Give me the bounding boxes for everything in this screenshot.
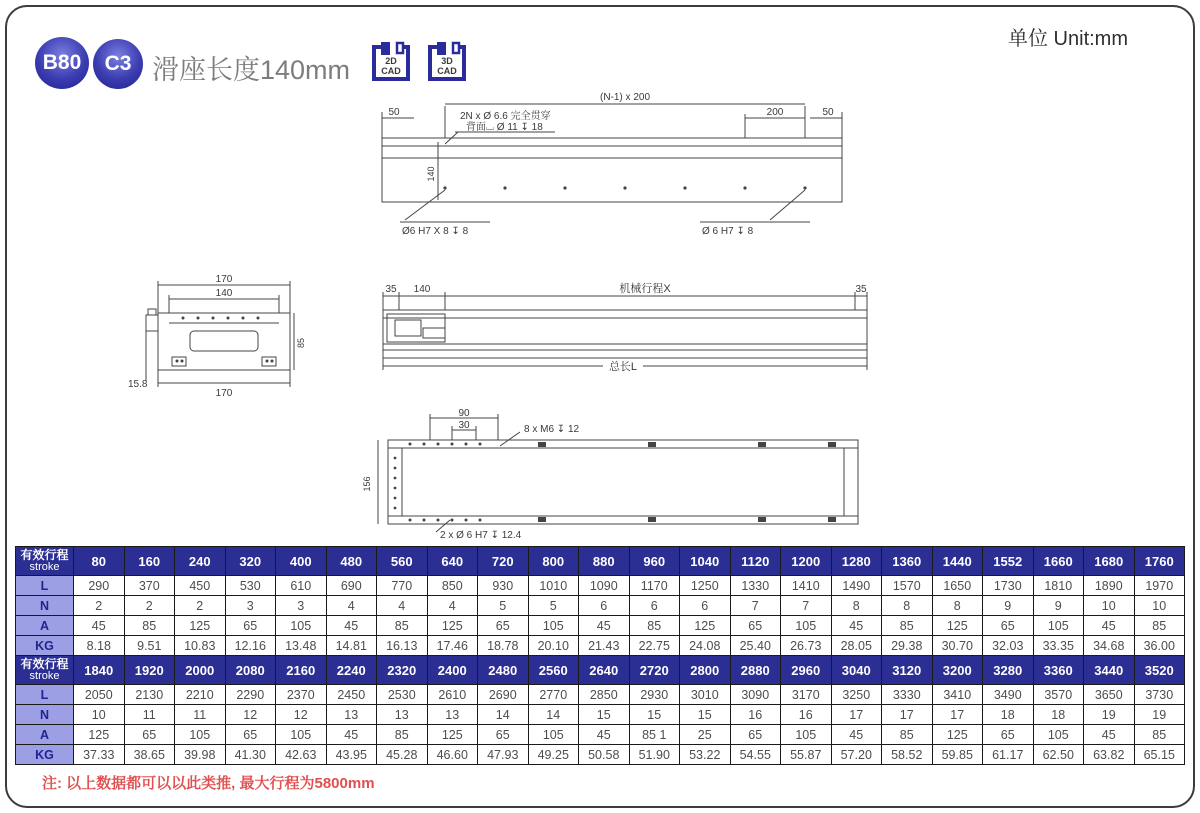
value-cell: 12: [225, 705, 276, 725]
value-cell: 24.08: [680, 636, 731, 656]
value-cell: 45: [831, 725, 882, 745]
value-cell: 85: [629, 616, 680, 636]
dim-140-vertical-label: 140: [426, 166, 436, 182]
stroke-header-cell: 2640: [579, 656, 630, 685]
value-cell: 105: [781, 725, 832, 745]
value-cell: 45: [831, 616, 882, 636]
dim-170-bottom-label: 170: [215, 388, 233, 399]
value-cell: 13: [377, 705, 428, 725]
value-cell: 1330: [730, 576, 781, 596]
value-cell: 1650: [932, 576, 983, 596]
value-cell: 25: [680, 725, 731, 745]
value-cell: 105: [528, 725, 579, 745]
value-cell: 125: [427, 725, 478, 745]
value-cell: 105: [528, 616, 579, 636]
value-cell: 2: [175, 596, 226, 616]
value-cell: 105: [781, 616, 832, 636]
m6-holes-label: 8 x M6 ↧ 12: [524, 424, 580, 435]
value-cell: 65: [983, 725, 1034, 745]
stroke-label-en: stroke: [29, 669, 60, 682]
cad-3d-icon[interactable]: [424, 38, 470, 86]
value-cell: 22.75: [629, 636, 680, 656]
value-cell: 3: [225, 596, 276, 616]
dim-90-label: 90: [458, 408, 470, 419]
value-cell: 50.58: [579, 745, 630, 765]
value-cell: 4: [377, 596, 428, 616]
stroke-header-cell: 960: [629, 547, 680, 576]
value-cell: 61.17: [983, 745, 1034, 765]
stroke-header-cell: 2800: [680, 656, 731, 685]
stroke-header-cell: 1660: [1033, 547, 1084, 576]
value-cell: 85: [1134, 616, 1185, 636]
hole-note-line1: 2N x Ø 6.6 完全贯穿: [460, 111, 551, 122]
value-cell: 105: [1033, 725, 1084, 745]
value-cell: 14.81: [326, 636, 377, 656]
value-cell: 19: [1084, 705, 1135, 725]
stroke-header-cell: 720: [478, 547, 529, 576]
value-cell: 105: [1033, 616, 1084, 636]
value-cell: 10: [1084, 596, 1135, 616]
dim-156-label: 156: [362, 476, 372, 492]
value-cell: 85: [882, 725, 933, 745]
row-n-1: [16, 596, 1185, 616]
row-label-a: A: [16, 725, 74, 745]
stroke-header-cell: 1360: [882, 547, 933, 576]
variant-badge-c3: C3: [93, 39, 143, 89]
row-kg-2: [16, 745, 1185, 765]
value-cell: 51.90: [629, 745, 680, 765]
value-cell: 125: [74, 725, 125, 745]
row-label-l: L: [16, 576, 74, 596]
value-cell: 2770: [528, 685, 579, 705]
row-label-n: N: [16, 596, 74, 616]
value-cell: 46.60: [427, 745, 478, 765]
value-cell: 6: [629, 596, 680, 616]
stroke-header-cell: 2880: [730, 656, 781, 685]
value-cell: 125: [175, 616, 226, 636]
value-cell: 125: [680, 616, 731, 636]
stroke-label-zh: 有效行程: [20, 547, 69, 562]
cad-3d-line1: 3D: [441, 56, 453, 66]
cad-2d-line2: CAD: [381, 66, 401, 76]
value-cell: 42.63: [276, 745, 327, 765]
value-cell: 4: [326, 596, 377, 616]
value-cell: 1730: [983, 576, 1034, 596]
value-cell: 45: [74, 616, 125, 636]
value-cell: 3090: [730, 685, 781, 705]
row-label-l: L: [16, 685, 74, 705]
row-kg-1: [16, 636, 1185, 656]
value-cell: 17.46: [427, 636, 478, 656]
value-cell: 10: [1134, 596, 1185, 616]
value-cell: 54.55: [730, 745, 781, 765]
value-cell: 1570: [882, 576, 933, 596]
stroke-header-cell: 1200: [781, 547, 832, 576]
value-cell: 18.78: [478, 636, 529, 656]
value-cell: 3650: [1084, 685, 1135, 705]
value-cell: 8.18: [74, 636, 125, 656]
stroke-header-cell: 2560: [528, 656, 579, 685]
value-cell: 65: [478, 616, 529, 636]
stroke-header-cell: 800: [528, 547, 579, 576]
cross-section-drawing: [128, 273, 313, 401]
value-cell: 3170: [781, 685, 832, 705]
stroke-header-label-1: [16, 547, 74, 576]
stroke-header-cell: 1280: [831, 547, 882, 576]
value-cell: 4: [427, 596, 478, 616]
value-cell: 5: [528, 596, 579, 616]
front-view-drawing: [370, 88, 855, 238]
value-cell: 2690: [478, 685, 529, 705]
stroke-header-cell: 560: [377, 547, 428, 576]
value-cell: 65.15: [1134, 745, 1185, 765]
stroke-header-row-1: [16, 547, 1185, 576]
row-l-1: [16, 576, 1185, 596]
value-cell: 15: [579, 705, 630, 725]
value-cell: 3250: [831, 685, 882, 705]
value-cell: 85: [377, 616, 428, 636]
value-cell: 2: [124, 596, 175, 616]
value-cell: 15: [629, 705, 680, 725]
value-cell: 2210: [175, 685, 226, 705]
dim-170-top-label: 170: [215, 274, 233, 285]
value-cell: 20.10: [528, 636, 579, 656]
value-cell: 85: [882, 616, 933, 636]
value-cell: 65: [730, 725, 781, 745]
value-cell: 17: [932, 705, 983, 725]
value-cell: 65: [124, 725, 175, 745]
stroke-header-cell: 3040: [831, 656, 882, 685]
value-cell: 8: [932, 596, 983, 616]
value-cell: 65: [225, 616, 276, 636]
stroke-header-cell: 480: [326, 547, 377, 576]
value-cell: 65: [225, 725, 276, 745]
value-cell: 85: [1134, 725, 1185, 745]
stroke-header-cell: 1680: [1084, 547, 1135, 576]
value-cell: 930: [478, 576, 529, 596]
value-cell: 17: [831, 705, 882, 725]
unit-label: 单位 Unit:mm: [1008, 28, 1128, 50]
cad-2d-icon[interactable]: [368, 38, 414, 86]
value-cell: 58.52: [882, 745, 933, 765]
stroke-label-zh: 有效行程: [20, 656, 69, 671]
value-cell: 49.25: [528, 745, 579, 765]
value-cell: 3330: [882, 685, 933, 705]
dim-35-right-label: 35: [855, 284, 867, 295]
value-cell: 3010: [680, 685, 731, 705]
value-cell: 1170: [629, 576, 680, 596]
value-cell: 2610: [427, 685, 478, 705]
value-cell: 14: [528, 705, 579, 725]
value-cell: 3570: [1033, 685, 1084, 705]
stroke-header-cell: 400: [276, 547, 327, 576]
total-length-label: 总长L: [608, 361, 638, 373]
value-cell: 19: [1134, 705, 1185, 725]
value-cell: 1010: [528, 576, 579, 596]
hole-left-label: Ø6 H7 X 8 ↧ 8: [402, 226, 469, 237]
value-cell: 12: [276, 705, 327, 725]
dim-50-right-label: 50: [822, 107, 834, 118]
value-cell: 45: [326, 616, 377, 636]
value-cell: 6: [680, 596, 731, 616]
value-cell: 63.82: [1084, 745, 1135, 765]
value-cell: 29.38: [882, 636, 933, 656]
stroke-header-cell: 1552: [983, 547, 1034, 576]
value-cell: 45: [1084, 725, 1135, 745]
stroke-header-cell: 320: [225, 547, 276, 576]
row-a-2: [16, 725, 1185, 745]
dim-35-left-label: 35: [385, 284, 397, 295]
value-cell: 7: [781, 596, 832, 616]
value-cell: 13: [427, 705, 478, 725]
row-l-2: [16, 685, 1185, 705]
value-cell: 39.98: [175, 745, 226, 765]
value-cell: 3730: [1134, 685, 1185, 705]
value-cell: 9: [1033, 596, 1084, 616]
value-cell: 26.73: [781, 636, 832, 656]
value-cell: 45: [579, 616, 630, 636]
value-cell: 30.70: [932, 636, 983, 656]
stroke-header-cell: 1040: [680, 547, 731, 576]
stroke-header-cell: 2000: [175, 656, 226, 685]
value-cell: 36.00: [1134, 636, 1185, 656]
value-cell: 2: [74, 596, 125, 616]
value-cell: 13: [326, 705, 377, 725]
top-view-drawing: [358, 408, 870, 540]
stroke-header-cell: 3280: [983, 656, 1034, 685]
value-cell: 6: [579, 596, 630, 616]
value-cell: 14: [478, 705, 529, 725]
value-cell: 8: [882, 596, 933, 616]
value-cell: 1970: [1134, 576, 1185, 596]
value-cell: 34.68: [1084, 636, 1135, 656]
stroke-header-label-2: [16, 656, 74, 685]
value-cell: 16: [781, 705, 832, 725]
row-label-kg: KG: [16, 636, 74, 656]
value-cell: 370: [124, 576, 175, 596]
dim-200-label: 200: [766, 107, 784, 118]
value-cell: 8: [831, 596, 882, 616]
value-cell: 12.16: [225, 636, 276, 656]
stroke-header-cell: 2160: [276, 656, 327, 685]
mechanical-stroke-label: 机械行程X: [619, 283, 671, 295]
value-cell: 9: [983, 596, 1034, 616]
value-cell: 2290: [225, 685, 276, 705]
value-cell: 43.95: [326, 745, 377, 765]
value-cell: 85 1: [629, 725, 680, 745]
value-cell: 105: [276, 725, 327, 745]
dim-140-slider-label: 140: [413, 284, 431, 295]
value-cell: 15: [680, 705, 731, 725]
stroke-header-cell: 640: [427, 547, 478, 576]
value-cell: 11: [124, 705, 175, 725]
value-cell: 3: [276, 596, 327, 616]
value-cell: 45: [326, 725, 377, 745]
value-cell: 33.35: [1033, 636, 1084, 656]
cad-2d-line1: 2D: [385, 56, 397, 66]
dim-pitch-label: (N-1) x 200: [599, 92, 651, 103]
value-cell: 17: [882, 705, 933, 725]
value-cell: 2530: [377, 685, 428, 705]
value-cell: 38.65: [124, 745, 175, 765]
value-cell: 53.22: [680, 745, 731, 765]
stroke-header-cell: 2080: [225, 656, 276, 685]
hole-note-line2: 背面⌴ Ø 11 ↧ 18: [466, 122, 543, 133]
row-n-2: [16, 705, 1185, 725]
value-cell: 690: [326, 576, 377, 596]
dim-15-8-label: 15.8: [128, 379, 148, 390]
stroke-header-cell: 2240: [326, 656, 377, 685]
footer-note: 注: 以上数据都可以以此类推, 最大行程为5800mm: [42, 775, 375, 792]
stroke-header-cell: 880: [579, 547, 630, 576]
value-cell: 45: [579, 725, 630, 745]
stroke-header-cell: 2320: [377, 656, 428, 685]
value-cell: 2370: [276, 685, 327, 705]
value-cell: 65: [730, 616, 781, 636]
value-cell: 450: [175, 576, 226, 596]
spec-table: [15, 546, 1185, 765]
value-cell: 125: [932, 616, 983, 636]
value-cell: 65: [478, 725, 529, 745]
value-cell: 10.83: [175, 636, 226, 656]
stroke-header-cell: 3360: [1033, 656, 1084, 685]
value-cell: 105: [276, 616, 327, 636]
stroke-header-cell: 80: [74, 547, 125, 576]
stroke-label-en: stroke: [29, 560, 60, 573]
value-cell: 125: [932, 725, 983, 745]
value-cell: 850: [427, 576, 478, 596]
stroke-header-cell: 1120: [730, 547, 781, 576]
value-cell: 62.50: [1033, 745, 1084, 765]
value-cell: 290: [74, 576, 125, 596]
value-cell: 41.30: [225, 745, 276, 765]
stroke-header-cell: 3440: [1084, 656, 1135, 685]
dim-140-label: 140: [215, 288, 233, 299]
value-cell: 85: [377, 725, 428, 745]
value-cell: 1490: [831, 576, 882, 596]
stroke-header-cell: 2480: [478, 656, 529, 685]
stroke-header-cell: 1920: [124, 656, 175, 685]
dim-50-left-label: 50: [388, 107, 400, 118]
value-cell: 65: [983, 616, 1034, 636]
dim-85-label: 85: [296, 337, 306, 349]
row-label-a: A: [16, 616, 74, 636]
value-cell: 9.51: [124, 636, 175, 656]
value-cell: 45: [1084, 616, 1135, 636]
value-cell: 2130: [124, 685, 175, 705]
value-cell: 2050: [74, 685, 125, 705]
value-cell: 1250: [680, 576, 731, 596]
stroke-header-cell: 1440: [932, 547, 983, 576]
value-cell: 45.28: [377, 745, 428, 765]
row-label-kg: KG: [16, 745, 74, 765]
model-badge-b80: B80: [35, 37, 89, 89]
value-cell: 1810: [1033, 576, 1084, 596]
stroke-header-cell: 3520: [1134, 656, 1185, 685]
dim-30-label: 30: [458, 420, 470, 431]
stroke-header-cell: 3200: [932, 656, 983, 685]
value-cell: 7: [730, 596, 781, 616]
value-cell: 18: [1033, 705, 1084, 725]
page-title: 滑座长度140mm: [152, 55, 351, 85]
value-cell: 18: [983, 705, 1034, 725]
stroke-header-row-2: [16, 656, 1185, 685]
value-cell: 1090: [579, 576, 630, 596]
value-cell: 47.93: [478, 745, 529, 765]
row-label-n: N: [16, 705, 74, 725]
value-cell: 1890: [1084, 576, 1135, 596]
value-cell: 2850: [579, 685, 630, 705]
row-a-1: [16, 616, 1185, 636]
value-cell: 5: [478, 596, 529, 616]
value-cell: 85: [124, 616, 175, 636]
value-cell: 125: [427, 616, 478, 636]
value-cell: 32.03: [983, 636, 1034, 656]
value-cell: 3490: [983, 685, 1034, 705]
hole-right-label: Ø 6 H7 ↧ 8: [702, 226, 754, 237]
value-cell: 16.13: [377, 636, 428, 656]
side-view-drawing: [375, 280, 870, 374]
value-cell: 25.40: [730, 636, 781, 656]
value-cell: 770: [377, 576, 428, 596]
stroke-header-cell: 160: [124, 547, 175, 576]
value-cell: 3410: [932, 685, 983, 705]
value-cell: 57.20: [831, 745, 882, 765]
stroke-header-cell: 240: [175, 547, 226, 576]
value-cell: 59.85: [932, 745, 983, 765]
value-cell: 37.33: [74, 745, 125, 765]
value-cell: 21.43: [579, 636, 630, 656]
value-cell: 55.87: [781, 745, 832, 765]
stroke-header-cell: 2720: [629, 656, 680, 685]
value-cell: 11: [175, 705, 226, 725]
value-cell: 13.48: [276, 636, 327, 656]
stroke-header-cell: 1840: [74, 656, 125, 685]
stroke-header-cell: 2400: [427, 656, 478, 685]
stroke-header-cell: 1760: [1134, 547, 1185, 576]
value-cell: 2450: [326, 685, 377, 705]
value-cell: 1410: [781, 576, 832, 596]
cad-3d-line2: CAD: [437, 66, 457, 76]
value-cell: 105: [175, 725, 226, 745]
stroke-header-cell: 2960: [781, 656, 832, 685]
value-cell: 2930: [629, 685, 680, 705]
value-cell: 610: [276, 576, 327, 596]
value-cell: 28.05: [831, 636, 882, 656]
value-cell: 16: [730, 705, 781, 725]
value-cell: 530: [225, 576, 276, 596]
pin-holes-label: 2 x Ø 6 H7 ↧ 12.4: [440, 530, 522, 540]
stroke-header-cell: 3120: [882, 656, 933, 685]
value-cell: 10: [74, 705, 125, 725]
